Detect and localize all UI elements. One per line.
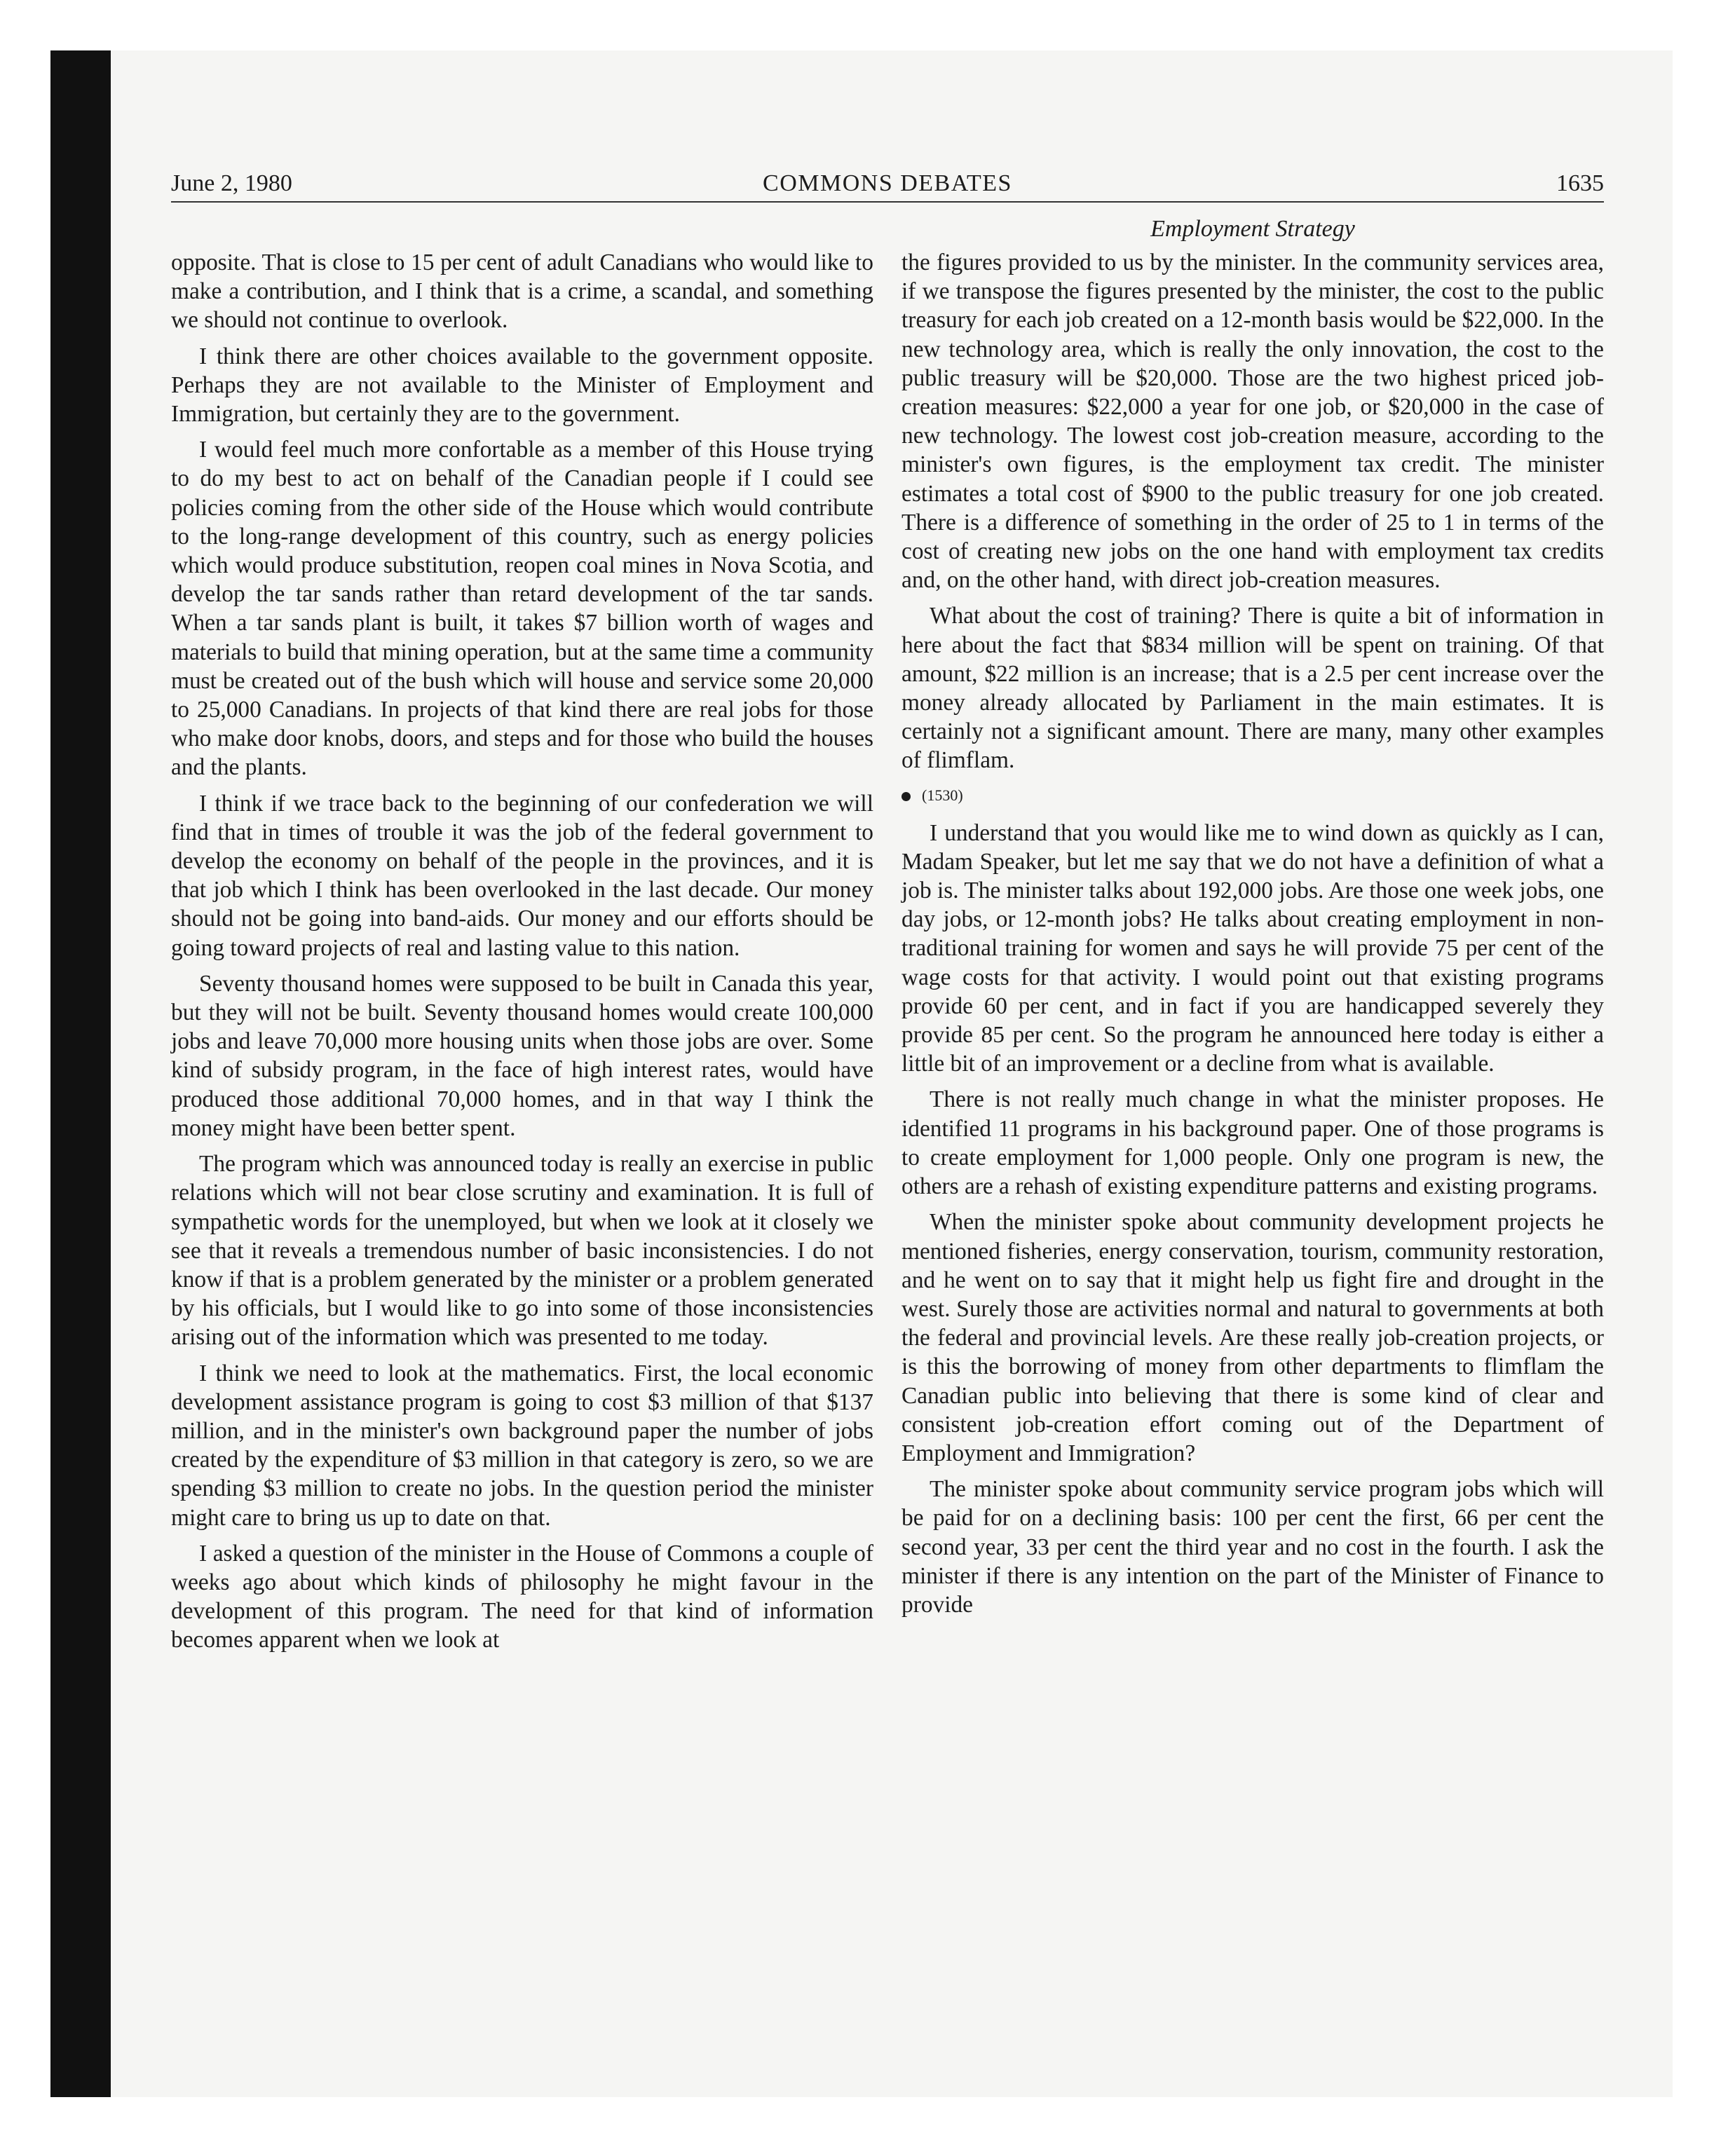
paragraph: I understand that you would like me to wind down as quickly as I can, Madam Speaker, but let me say that we do not have a definition of what a job is. The minister talks about 192,000 jobs. Are those one week jobs, one day jobs, or 12-month jobs? He talks about creating employment in non-traditional training for women and says he will provide 75 per cent of the wage costs for that activity. I would point out that existing programs provide 60 per cent, and in fact if you are handicapped severely they provide 85 per cent. So the program he announced here today is either a little bit of an improvement or a decline from what is available. xyxy=(901,819,1604,1077)
paragraph: I think if we trace back to the beginning of our confederation we will find that in times of trouble it was the job of the federal government to develop the economy on behalf of the people in the provinces, and it is that job which I think has been overlooked in the last decade. Our money should not be going into band-aids. Our money and our efforts should be going toward projects of real and lasting value to this nation. xyxy=(171,790,873,961)
paragraph: There is not really much change in what the minister proposes. He identified 11 programs in his background paper. One of those programs is to create employment for 1,000 people. Only one program is new, the others are a rehash of existing expenditure patterns and existing programs. xyxy=(901,1086,1604,1200)
time-marker xyxy=(901,785,1604,806)
right-column xyxy=(901,248,1604,1626)
time-marker-label: (1530) xyxy=(922,786,963,804)
section-title: Employment Strategy xyxy=(1150,216,1355,242)
paragraph: The program which was announced today is really an exercise in public relations which will not bear close scrutiny and examination. It is full of sympathetic words for the unemployed, but when we look at it closely we see that it reveals a tremendous number of basic inconsistencies. I do not know if that is a problem generated by the minister or a problem generated by his officials, but I would like to go into some of those inconsistencies arising out of the information which was presented to me today. xyxy=(171,1151,873,1351)
paragraph: I think there are other choices available to the government opposite. Perhaps they are not available to the Minister of Employment and Immigration, but certainly they are to the government. xyxy=(171,343,873,428)
header-publication: COMMONS DEBATES xyxy=(763,170,1012,196)
scan-edge-bar xyxy=(50,50,111,2097)
header-date: June 2, 1980 xyxy=(171,170,292,196)
paragraph: What about the cost of training? There is quite a bit of information in here about the fact that $834 million will be spent on training. Of that amount, $22 million is an increase; that is a 2.5 per cent increase over the money already allocated by Parliament in the main estimates. It is certainly not a significant amount. There are many, many other examples of flimflam. xyxy=(901,603,1604,774)
header-page-number: 1635 xyxy=(1556,170,1604,196)
paragraph: opposite. That is close to 15 per cent of adult Canadians who would like to make a contribution, and I think that is a crime, a scandal, and something we should not continue to overlook. xyxy=(171,250,873,334)
paragraph: I would feel much more confortable as a member of this House trying to do my best to act on behalf of the Canadian people if I could see policies coming from the other side of the House which would contribute to the long-range development of this country, such as energy policies which would produce substitution, reopen coal mines in Nova Scotia, and develop the tar sands rather than retard development of the tar sands. When a tar sands plant is built, it takes $7 billion worth of wages and materials to build that mining operation, but at the same time a community must be created out of the bush which will house and service some 20,000 to 25,000 Canadians. In projects of that kind there are real jobs for those who make door knobs, doors, and steps and for those who build the houses and the plants. xyxy=(171,437,873,781)
paragraph: I asked a question of the minister in the House of Commons a couple of weeks ago about which kinds of philosophy he might favour in the development of this program. The need for that kind of information becomes apparent when we look at xyxy=(171,1540,873,1653)
left-column xyxy=(171,248,873,1662)
bullet-icon xyxy=(901,792,911,801)
paragraph: I think we need to look at the mathematics. First, the local economic development assistance program is going to cost $3 million of that $137 million, and in the minister's own background paper the number of jobs created by the expenditure of $3 million in that category is zero, so we are spending $3 million to create no jobs. In the question period the minister might care to bring us up to date on that. xyxy=(171,1360,873,1531)
paragraph: the figures provided to us by the minister. In the community services area, if we transpose the figures presented by the minister, the cost to the public treasury for each job created on a 12-month basis would be $22,000. In the new technology area, which is really the only innovation, the cost to the public treasury will be $20,000. Those are the two highest priced job-creation measures: $22,000 a year for one job, or $20,000 in the case of new technology. The lowest cost job-creation measure, according to the minister's own figures, is the employment tax credit. The minister estimates a total cost of $900 to the public treasury for one job created. There is a difference of something in the order of 25 to 1 in terms of the cost of creating new jobs on the one hand with employment tax credits and, on the other hand, with direct job-creation measures. xyxy=(901,250,1604,594)
paragraph: The minister spoke about community service program jobs which will be paid for on a declining basis: 100 per cent the first, 66 per cent the second year, 33 per cent the third year and no cost in the fourth. I ask the minister if there is any intention on the part of the Minister of Finance to provide xyxy=(901,1476,1604,1618)
paragraph: Seventy thousand homes were supposed to be built in Canada this year, but they will not be built. Seventy thousand homes would create 100,000 jobs and leave 70,000 more housing units when those jobs are over. Some kind of subsidy program, in the face of high interest rates, would have produced those additional 70,000 homes, and in that way I think the money might have been better spent. xyxy=(171,970,873,1141)
header-rule xyxy=(171,201,1604,203)
paragraph: When the minister spoke about community development projects he mentioned fisheries, energy conservation, tourism, community restoration, and he went on to say that it might help us fight fire and drought in the west. Surely those are activities normal and natural to governments at both the federal and provincial levels. Are these really job-creation projects, or is this the borrowing of money from other departments to flimflam the Canadian public into believing that there is some kind of clear and consistent job-creation effort coming out of the Department of Employment and Immigration? xyxy=(901,1209,1604,1466)
page-header xyxy=(171,165,1604,202)
document-page xyxy=(111,50,1673,2097)
